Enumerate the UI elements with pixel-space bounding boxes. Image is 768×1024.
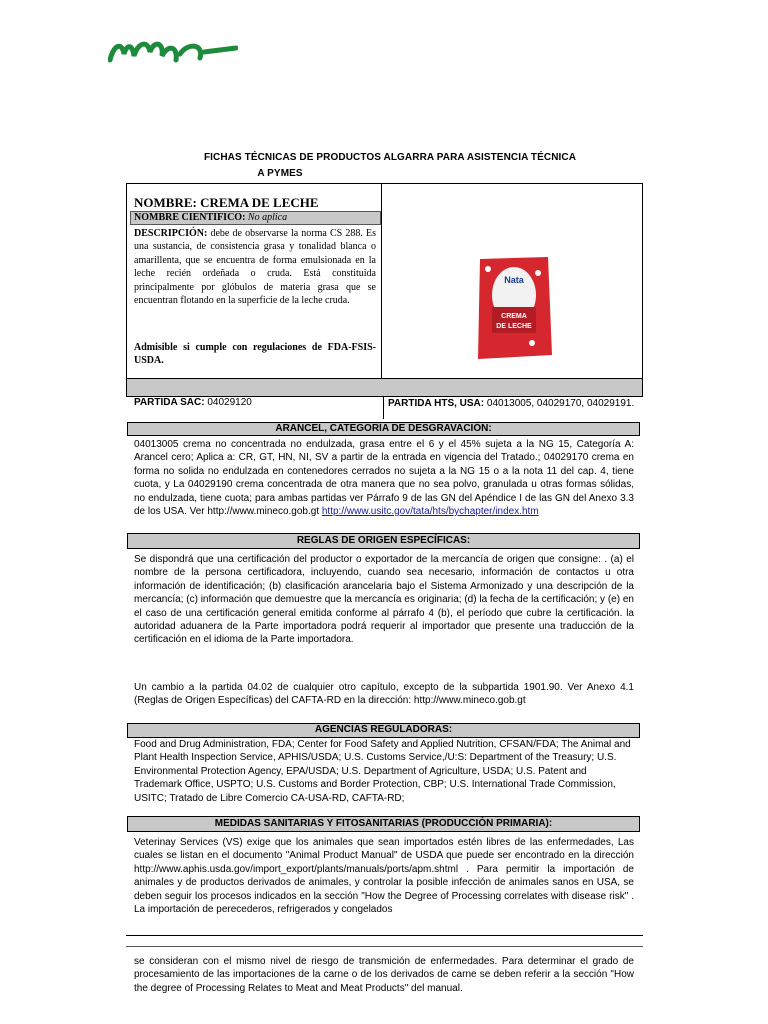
reglas-paragraph-2: Un cambio a la partida 04.02 de cualquier otro capítulo, excepto de la subpartida 1901.90. Ver Anexo 4.1 (Reglas de Origen Específicas) del CAFTA-RD en la dirección: http://www.mineco.gob.gt	[134, 682, 634, 707]
medidas-body: Veterinay Services (VS) exige que los animales que sean importados estén libres de las enfermedades, Las cuales se listan en el documento "Animal Product Manual" de USDA que puede ser encontrado en la dirección http://www.aphis.usda.gov/import_export/plants/manuals/ports/apm.shtml . Para permitir la importación de animales y de productos derivados de animales, y controlar la posible infección de animales sanos en USA, se deben seguir los procesos indicados en la sección "How the Degree of Processing correlates with disease risk" . La importación de perecederos, refrigerados y congelados	[134, 837, 634, 916]
description-text: debe de observarse la norma CS 288. Es una sustancia, de consistencia grasa y tonalidad blanca o amarillenta, que se encuentra de forma emulsionada en la leche recién ordeñada o cruda. Está constituida principalmente por glóbulos de materia grasa que se encuentran flotando en la superficie de la leche cruda.	[134, 228, 376, 307]
partida-sac-label: PARTIDA SAC:	[134, 397, 205, 408]
reglas-header-a: REGLAS	[296, 535, 339, 546]
arancel-header: ARANCEL, CATEGORÍA DE DESGRAVACIÓN:	[127, 422, 640, 436]
partida-sac-value: 04029120	[204, 397, 252, 408]
medidas-header-a: MEDIDAS	[214, 818, 261, 829]
document-title-line2: A PYMES	[257, 168, 303, 179]
scientific-name-label: NOMBRE CIENTIFICO:	[134, 212, 246, 223]
partida-hts	[388, 397, 638, 410]
reglas-header-b: DE ORIGEN ESPECÍFICAS:	[338, 535, 471, 546]
partida-hts-label: PARTIDA HTS, USA:	[388, 398, 485, 409]
product-box-footer-band	[127, 378, 642, 396]
document-title: FICHAS TÉCNICAS DE PRODUCTOS ALGARRA PARA ASISTENCIA TÉCNICA	[203, 152, 577, 163]
arancel-body	[134, 438, 634, 535]
product-image	[474, 255, 554, 377]
agencias-header: AGENCIAS REGULADORAS:	[127, 723, 640, 738]
product-name: NOMBRE: CREMA DE LECHE	[134, 195, 319, 210]
medidas-continuation: se consideran con el mismo nivel de riesgo de transmición de enfermedades. Para determinar el grado de procesamiento de las importaciones de la carne o de los derivados de carne se deben referir a la sección "How the degree of Processing Relates to Meat and Meat Products" del manual.	[134, 956, 634, 994]
package-brand: Nata	[504, 275, 524, 285]
scientific-name	[134, 212, 287, 223]
usitc-link[interactable]: http://www.usitc.gov/tata/hts/bychapter/index.htm	[321, 506, 539, 518]
package-label-1: CREMA	[501, 313, 527, 320]
description-label: DESCRIPCIÓN:	[134, 228, 208, 239]
description	[134, 227, 376, 307]
reglas-paragraph-1: Se dispondrá que una certificación del productor o exportador de la mercancía de origen que consigne: . (a) el nombre de la persona certificadora, incluyendo, cuando sea necesario, información de contactos u otra información de identificación; (b) clasificación arancelaria bajo el Sistema Armonizado y una descripción de la mercancía; (c) información que demuestre que la mercancía es originaria; (d) la fecha de la certificación; y (e) en el caso de una certificación general emitida conforme al párrafo 4 (b), el período que cubre la certificación. la autoridad aduanera de la Parte importadora podrá requerir al importador que presente una traducción de la certificación en el idioma de la Parte importadora.	[134, 554, 634, 646]
package-label-2: DE LECHE	[496, 323, 532, 330]
partida-hts-value: 04013005, 04029170, 04029191.	[484, 398, 635, 409]
medidas-header-b: SANITARIAS Y FITOSANITARIAS (PRODUCCIÓN PRIMARIA):	[260, 818, 553, 829]
company-logo	[108, 34, 238, 66]
agencias-body: Food and Drug Administration, FDA; Center for Food Safety and Applied Nutrition, CFSAN/FDA; The Animal and Plant Health Inspection Service, APHIS/USDA; U.S. Customs Service,/U:S: Department of the Treasury; U.S. Environmental Protection Agency, EPA/USDA; U.S. Department of Agriculture, USDA; U.S. Patent and Trademark Office, USPTO; U.S. Customs and Border Protection, CBP; U.S. International Trade Commission, USITC; Tratado de Libre Comercio CA-USA-RD, CAFTA-RD;	[134, 739, 631, 804]
medidas-header	[127, 816, 640, 832]
reglas-header	[127, 533, 640, 549]
admissible-note: Admisible si cumple con regulaciones de FDA-FSIS-USDA.	[134, 342, 376, 367]
partida-sac	[134, 397, 252, 408]
arancel-text: 04013005 crema no concentrada no endulzada, grasa entre el 6 y el 45% sujeta a la NG 15, Categoría A: Arancel cero; Aplica a: CR, GT, HN, NI, SV a partir de la entrada en vigencia del Tratado.; 04029170 crema en forma no solida no endulzada en contenedores cerrados no sujeta a la NG 15 o a la nota 11 del cap. 4, tiene cuota, y La 04029190 crema concentrada de otra manera que no sea polvo, granulada u otras formas sólidas, no endulzada, tiene cuota; para ambas partidas ver Párrafo 9 de las GN del Apéndice I de las GN del Anexo 3.3 de los USA. Ver http://www.mineco.gob.gt	[134, 439, 634, 518]
scientific-name-value: No aplica	[245, 212, 288, 223]
